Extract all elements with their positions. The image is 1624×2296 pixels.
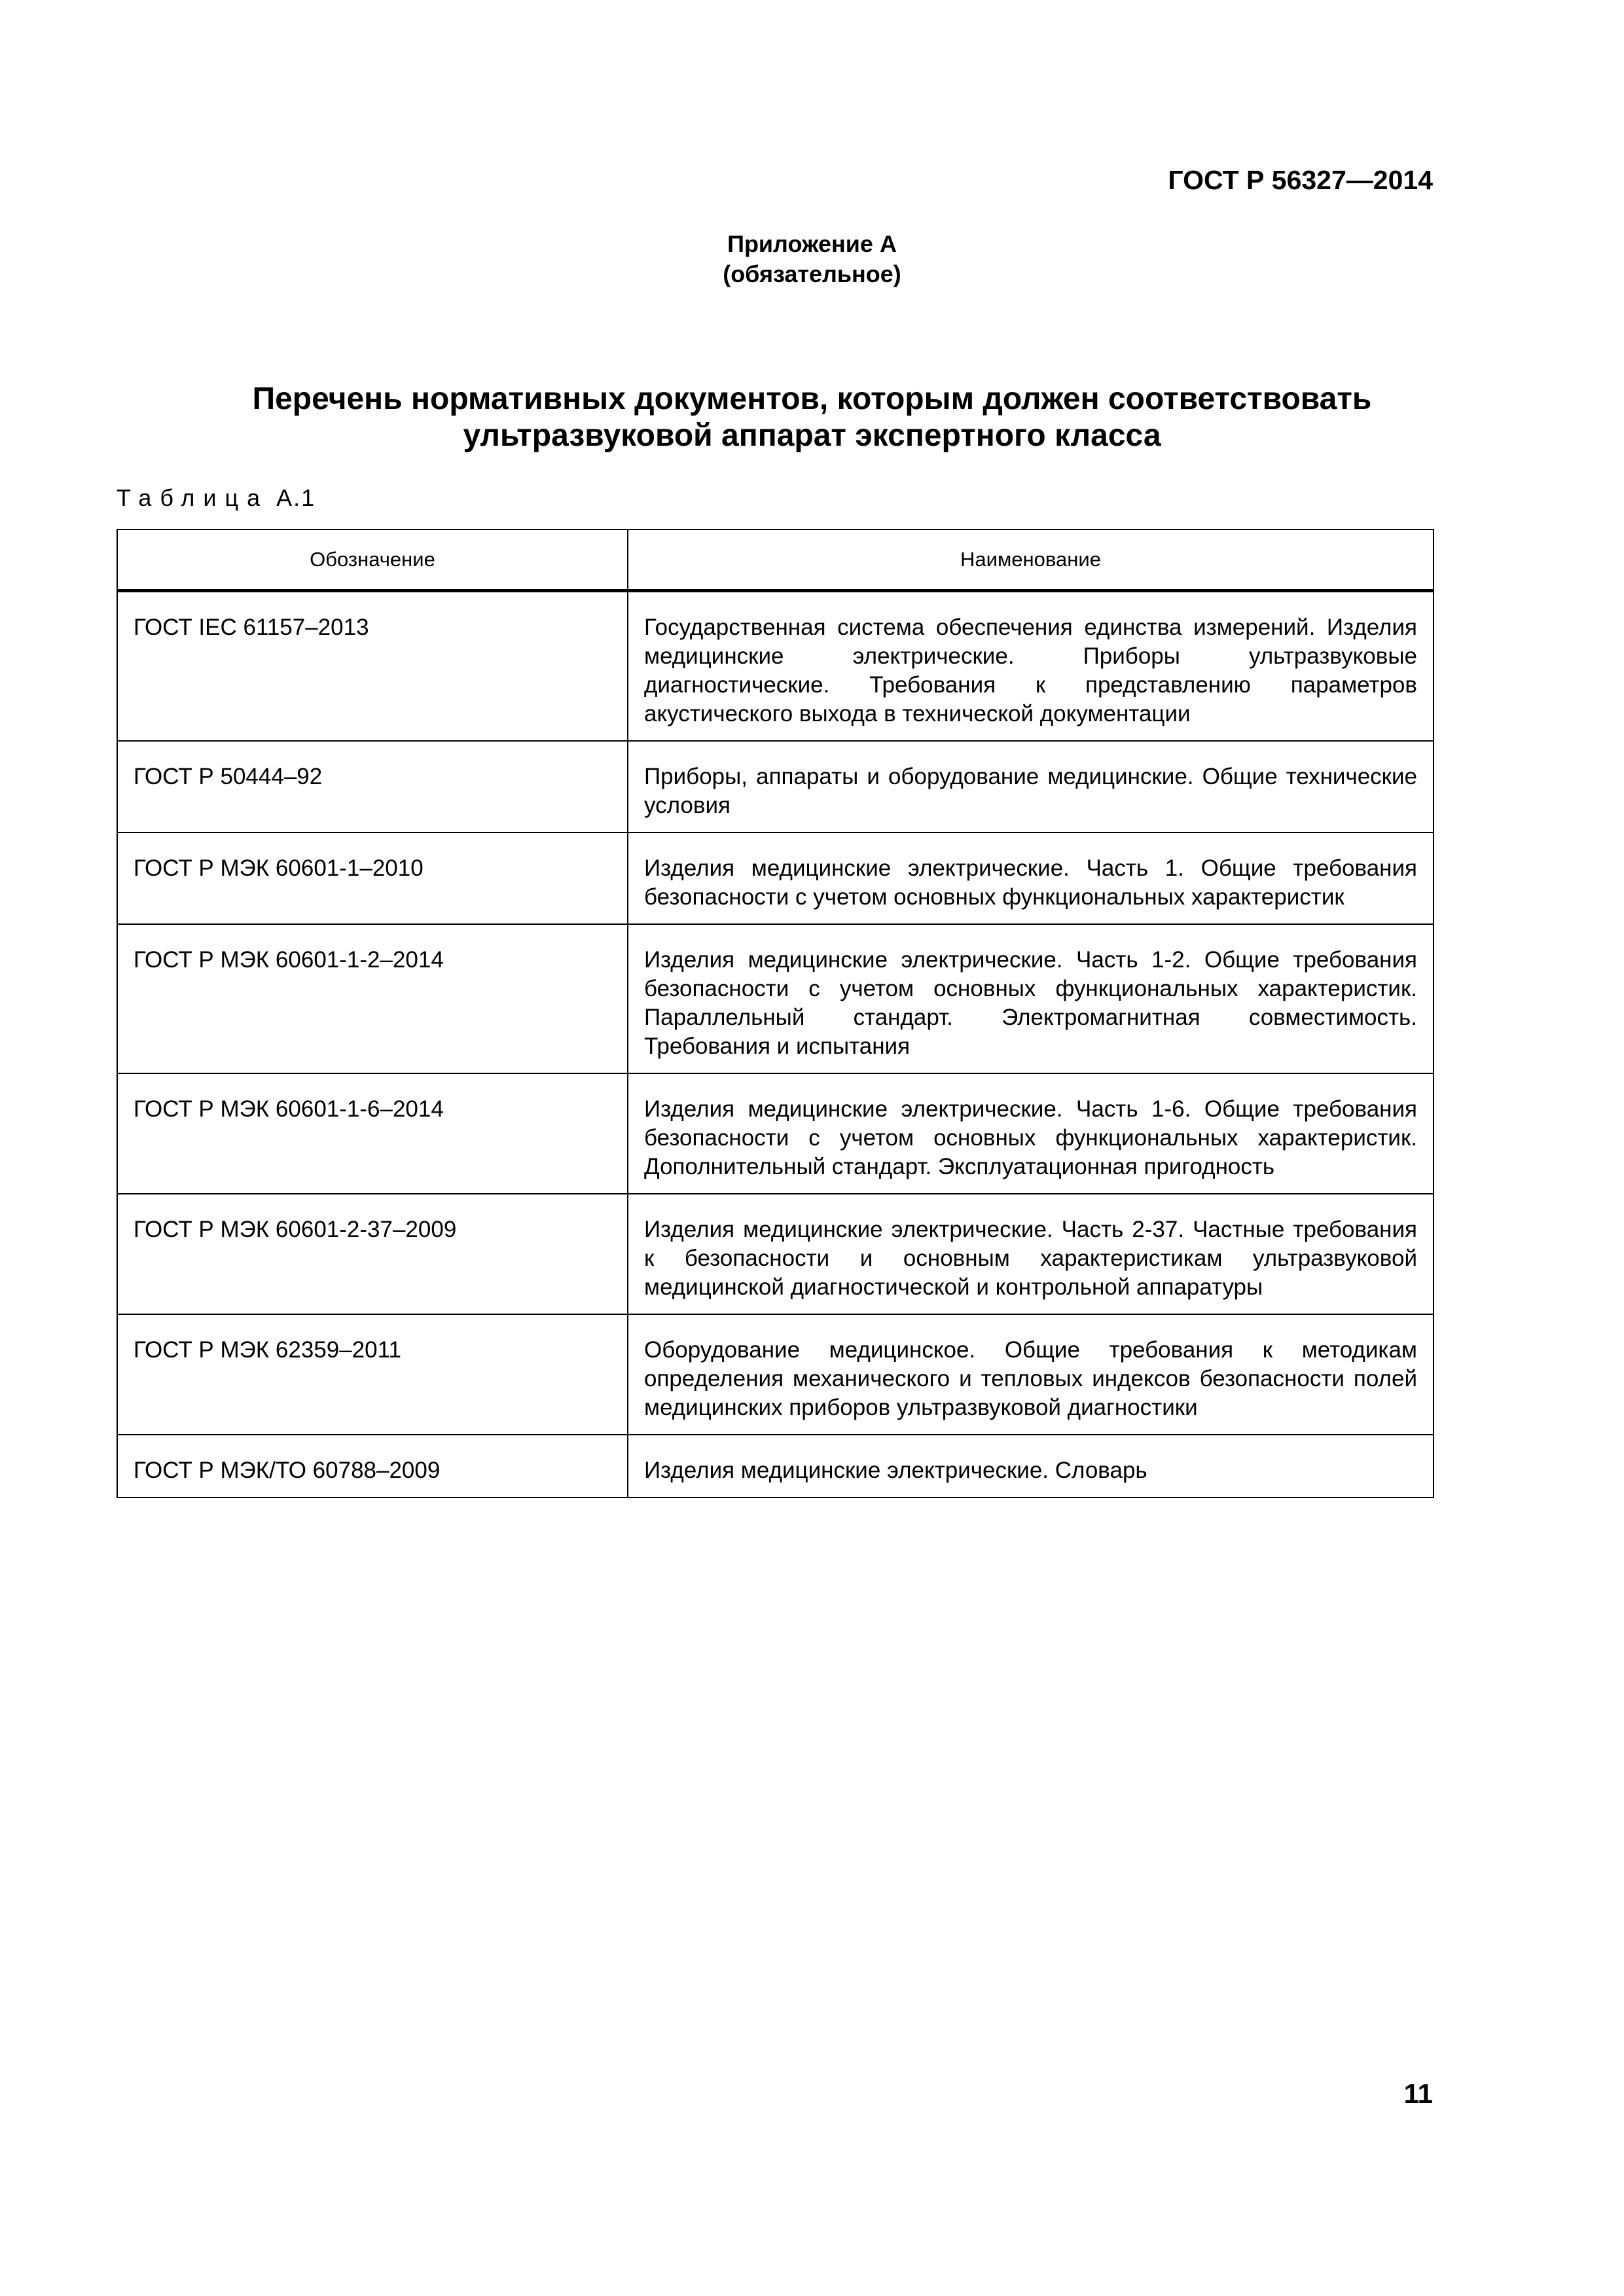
appendix-label: Приложение А [727, 230, 897, 257]
document-code-cell: ГОСТ Р МЭК/ТО 60788–2009 [117, 1435, 628, 1498]
table-header-row [117, 529, 1434, 591]
table-row [117, 1314, 1434, 1435]
document-name-cell: Приборы, аппараты и оборудование медицинские. Общие технические условия [628, 741, 1434, 833]
appendix-status: (обязательное) [723, 260, 901, 287]
document-code-cell: ГОСТ Р 50444–92 [117, 741, 628, 833]
document-code: ГОСТ Р 56327—2014 [1168, 165, 1433, 195]
page-title [0, 381, 1624, 454]
page-title-line-2: ультразвуковой аппарат экспертного класса [463, 418, 1161, 453]
table-row [117, 1073, 1434, 1194]
document-name-cell: Государственная система обеспечения единства измерений. Изделия медицинские электрические. Приборы ультразвуковые диагностические. Требования к представлению параметров акустического выхода в технической документации [628, 591, 1434, 742]
document-name-cell: Изделия медицинские электрические. Часть 1-2. Общие требования безопасности с учетом основных функциональных характеристик. Параллельный стандарт. Электромагнитная совместимость. Требования и испытания [628, 924, 1434, 1073]
document-code-cell: ГОСТ Р МЭК 60601-1-6–2014 [117, 1073, 628, 1194]
column-header-name: Наименование [628, 529, 1434, 591]
document-code-cell: ГОСТ Р МЭК 62359–2011 [117, 1314, 628, 1435]
column-header-designation: Обозначение [117, 529, 628, 591]
document-name-cell: Изделия медицинские электрические. Часть 1-6. Общие требования безопасности с учетом основных функциональных характеристик. Дополнительный стандарт. Эксплуатационная пригодность [628, 1073, 1434, 1194]
table-row [117, 1435, 1434, 1498]
document-code-cell: ГОСТ IEC 61157–2013 [117, 591, 628, 742]
appendix-heading [0, 229, 1624, 289]
page-title-line-1: Перечень нормативных документов, которым должен соответствовать [252, 382, 1372, 416]
document-name-cell: Изделия медицинские электрические. Словарь [628, 1435, 1434, 1498]
page-number: 11 [1403, 2078, 1433, 2109]
normative-documents-table [117, 529, 1434, 1498]
table-row [117, 741, 1434, 833]
table-caption [117, 484, 316, 512]
table-caption-number: А.1 [276, 484, 316, 511]
table-row [117, 924, 1434, 1073]
document-code-cell: ГОСТ Р МЭК 60601-2-37–2009 [117, 1194, 628, 1314]
document-name-cell: Изделия медицинские электрические. Часть 1. Общие требования безопасности с учетом основных функциональных характеристик [628, 833, 1434, 924]
document-name-cell: Оборудование медицинское. Общие требования к методикам определения механического и тепловых индексов безопасности полей медицинских приборов ультразвуковой диагностики [628, 1314, 1434, 1435]
table-row [117, 591, 1434, 742]
document-code-cell: ГОСТ Р МЭК 60601-1-2–2014 [117, 924, 628, 1073]
table-row [117, 1194, 1434, 1314]
table-caption-word: Таблица [117, 484, 269, 511]
document-name-cell: Изделия медицинские электрические. Часть 2-37. Частные требования к безопасности и основным характеристикам ультразвуковой медицинской диагностической и контрольной аппаратуры [628, 1194, 1434, 1314]
document-code-cell: ГОСТ Р МЭК 60601-1–2010 [117, 833, 628, 924]
table-row [117, 833, 1434, 924]
